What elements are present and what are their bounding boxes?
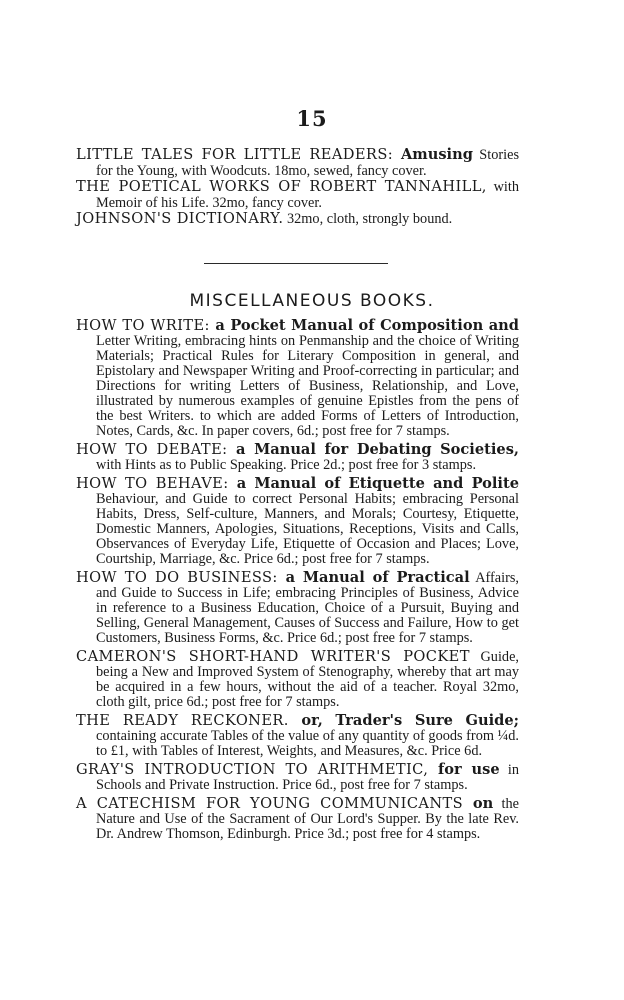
- entry-body: 32mo, cloth, strongly bound.: [283, 211, 453, 227]
- list-item: [76, 476, 519, 567]
- entry-title: JOHNSON'S DICTIONARY.: [76, 210, 284, 227]
- entry-title: CAMERON'S SHORT-HAND WRITER'S POCKET: [76, 648, 470, 665]
- entry-title: HOW TO DO BUSINESS:: [76, 569, 278, 586]
- page-number: 15: [296, 106, 328, 131]
- list-item: [76, 570, 519, 646]
- entry-lead: for use: [428, 761, 500, 778]
- list-item: [76, 762, 519, 793]
- entry-body: Letter Writing, embracing hints on Penmanship and the choice of Writing Materials; Practical Rules for Literary Composition in general, and Epistolary and Newspaper Writing and Proof-correcting in particular; and Directions for writing Letters of Business, Relationship, and Love, illustrated by numerous examples of genuine Epistles from the pens of the best Writers. to which are added Forms of Letters of Introduction, Notes, Cards, &c. In paper covers, 6d.; post free for 7 stamps.: [96, 333, 519, 439]
- list-item: [76, 713, 519, 759]
- entry-body: the Nature and Use of the Sacrament of Our Lord's Supper. By the late Rev. Dr. Andrew Thomson, Edinburgh. Price 3d.; post free for 4 stamps.: [96, 796, 519, 842]
- list-item: [76, 796, 519, 842]
- entry-body: Guide, being a New and Improved System of Stenography, whereby that art may be acquired in a few hours, without the aid of a teacher. Royal 32mo, cloth gilt, price 6d.; post free for 7 stamps.: [96, 649, 519, 710]
- entry-title: GRAY'S INTRODUCTION TO ARITHMETIC,: [76, 761, 429, 778]
- entry-title: HOW TO BEHAVE:: [76, 475, 229, 492]
- entry-lead: a Manual of Etiquette and Polite: [228, 475, 519, 492]
- entry-title: THE POETICAL WORKS OF ROBERT TANNAHILL,: [76, 178, 487, 195]
- entry-lead: a Manual of Practical: [277, 569, 470, 586]
- entry-body: with Hints as to Public Speaking. Price 2d.; post free for 3 stamps.: [96, 457, 477, 473]
- entry-title: LITTLE TALES FOR LITTLE READERS:: [76, 146, 394, 163]
- entry-body: Behaviour, and Guide to correct Personal Habits; embracing Personal Habits, Dress, Self-culture, Manners, and Morals; Courtesy, Etiquette, Domestic Manners, Apologies, Situations, Receptions, Visits and Calls, Observances of Everyday Life, Etiquette of Occasion and Places; Love, Courtship, Marriage, &c. Price 6d.; post free for 7 stamps.: [96, 491, 519, 567]
- top-entries: [76, 147, 519, 228]
- entry-body: Stories for the Young, with Woodcuts. 18mo, sewed, fancy cover.: [96, 147, 520, 179]
- list-item: [76, 211, 519, 228]
- section-heading: MISCELLANEOUS BOOKS.: [189, 291, 435, 311]
- entry-lead: on: [463, 795, 494, 812]
- entry-title: THE READY RECKONER.: [76, 712, 289, 729]
- entry-title: HOW TO WRITE:: [76, 317, 210, 334]
- entry-body: Affairs, and Guide to Success in Life; embracing Principles of Business, Advice in reference to a Business Education, Choice of a Pursuit, Buying and Selling, General Management, Causes of Success and Failure, How to get Customers, Business Forms, &c. Price 6d.; post free for 7 stamps.: [96, 570, 520, 646]
- divider: [204, 263, 388, 264]
- entry-body: containing accurate Tables of the value of any quantity of goods from ¼d. to £1, with Tables of Interest, Weights, and Measures, &c. Price 6d.: [96, 728, 519, 759]
- list-item: [76, 649, 519, 710]
- entry-title: HOW TO DEBATE:: [76, 441, 228, 458]
- entry-body: in Schools and Private Instruction. Price 6d., post free for 7 stamps.: [96, 762, 519, 793]
- entry-body: with Memoir of his Life. 32mo, fancy cover.: [96, 179, 519, 211]
- entry-lead: or, Trader's Sure Guide;: [288, 712, 520, 729]
- entry-title: A CATECHISM FOR YOUNG COMMUNICANTS: [76, 795, 464, 812]
- misc-entries: [76, 318, 519, 845]
- entry-lead: Amusing: [393, 146, 473, 163]
- list-item: [76, 179, 519, 211]
- list-item: [76, 442, 519, 473]
- entry-lead: a Manual for Debating Societies,: [227, 441, 519, 458]
- list-item: [76, 318, 519, 439]
- entry-lead: a Pocket Manual of Composition and: [209, 317, 519, 334]
- list-item: [76, 147, 519, 179]
